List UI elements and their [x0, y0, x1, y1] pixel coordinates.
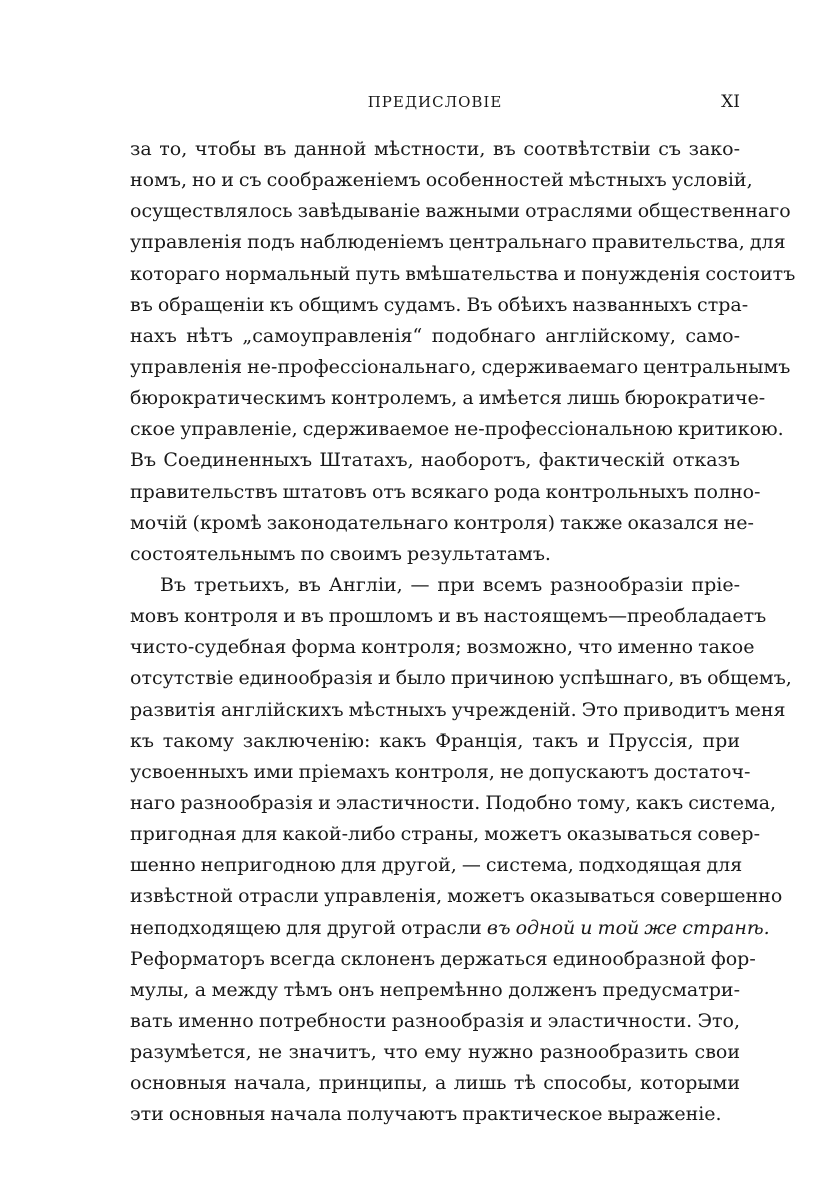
- text-line: Въ Соединенныхъ Штатахъ, наоборотъ, фактическій отказъ: [130, 449, 740, 472]
- text-line: мовъ контроля и въ прошломъ и въ настоящемъ—преобладаетъ: [130, 605, 767, 628]
- text-line: ское управленіе, сдерживаемое не-профессіональною критикою.: [130, 418, 784, 441]
- text-line: отсутствіе единообразія и было причиною успѣшнаго, въ общемъ,: [130, 667, 792, 690]
- text-line: извѣстной отрасли управленія, можетъ оказываться совершенно: [130, 885, 783, 908]
- text-line: Въ третьихъ, въ Англіи, — при всемъ разнообразіи пріе-: [160, 573, 740, 596]
- text-line: усвоенныхъ ими пріемахъ контроля, не допускаютъ достаточ-: [130, 760, 751, 783]
- text-run: неподходящею для другой отрасли: [130, 916, 487, 939]
- page-number: XI: [721, 92, 740, 112]
- text-line: за то, чтобы въ данной мѣстности, въ соотвѣтствіи съ зако-: [130, 138, 740, 160]
- text-line: номъ, но и съ соображеніемъ особенностей мѣстныхъ условій,: [130, 169, 753, 192]
- text-line: котораго нормальный путь вмѣшательства и понужденія состоитъ: [130, 262, 796, 285]
- text-line: развитія англійскихъ мѣстныхъ учрежденій. Это приводитъ меня: [130, 698, 786, 721]
- body-text: [130, 134, 796, 1131]
- running-header: [130, 92, 740, 116]
- text-line: вать именно потребности разнообразія и эластичности. Это,: [130, 1009, 740, 1032]
- text-line: шенно непригодною для другой, — система, подходящая для: [130, 854, 743, 877]
- text-line: бюрократическимъ контролемъ, а имѣется лишь бюрократиче-: [130, 387, 766, 410]
- header-title: ПРЕДИСЛОВІЕ: [367, 93, 503, 111]
- text-line: къ такому заключенію: какъ Франція, такъ и Пруссія, при: [130, 729, 740, 752]
- text-line: пригодная для какой-либо страны, можетъ оказываться совер-: [130, 823, 761, 846]
- text-line: [130, 913, 770, 944]
- text-line: основныя начала, принципы, а лишь тѣ способы, которыми: [130, 1072, 740, 1095]
- text-line: правительствъ штатовъ отъ всякаго рода контрольныхъ полно-: [130, 480, 761, 503]
- text-line: Реформаторъ всегда склоненъ держаться единообразной фор-: [130, 947, 756, 970]
- italic-emphasis: въ одной и той же странѣ.: [486, 916, 770, 939]
- text-line: мочій (кромѣ законодательнаго контроля) также оказался не-: [130, 511, 754, 534]
- text-line: чисто-судебная форма контроля; возможно, что именно такое: [130, 636, 755, 659]
- text-line: нахъ нѣтъ „самоуправленія“ подобнаго англійскому, само-: [130, 324, 740, 347]
- text-line: въ обращеніи къ общимъ судамъ. Въ обѣихъ названныхъ стра-: [130, 293, 749, 316]
- text-line: разумѣется, не значитъ, что ему нужно разнообразить свои: [130, 1041, 740, 1064]
- text-line: состоятельнымъ по своимъ результатамъ.: [130, 542, 551, 565]
- text-line: эти основныя начала получаютъ практическое выраженіе.: [130, 1103, 722, 1126]
- text-line: осуществлялось завѣдываніе важными отраслями общественнаго: [130, 200, 791, 223]
- text-line: наго разнообразія и эластичности. Подобно тому, какъ система,: [130, 791, 777, 814]
- text-line: мулы, а между тѣмъ онъ непремѣнно долженъ предусматри-: [130, 978, 740, 1001]
- text-line: управленія подъ наблюденіемъ центральнаго правительства, для: [130, 231, 786, 254]
- text-line: управленія не-профессіональнаго, сдерживаемаго центральнымъ: [130, 355, 791, 378]
